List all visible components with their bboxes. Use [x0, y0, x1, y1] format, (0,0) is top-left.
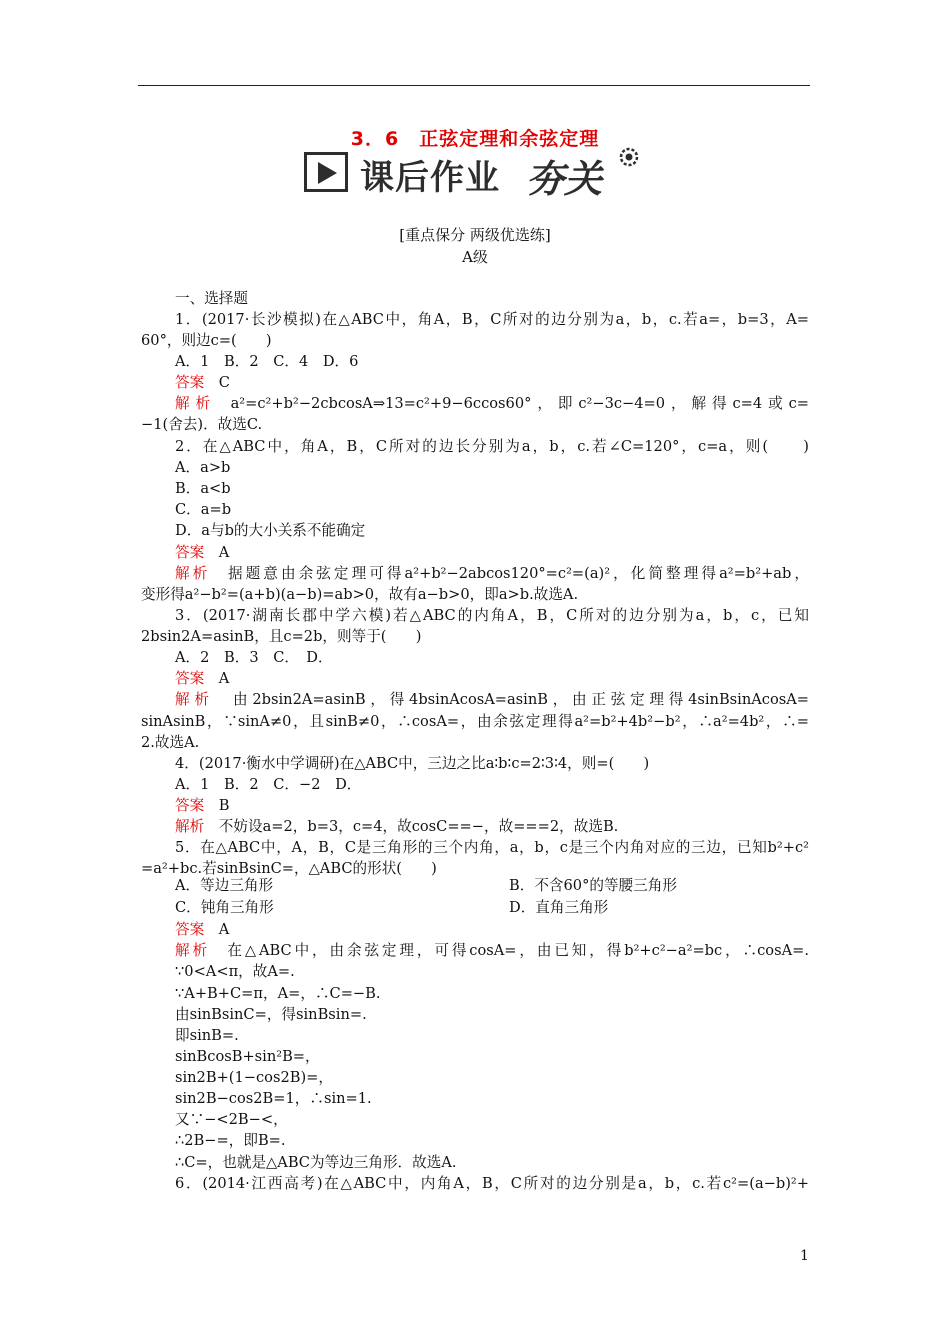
- line-text: 由2bsin2A=asinB，得4bsinAcosA=asinB，由正弦定理得4sinBsinAcosA=: [228, 691, 809, 708]
- header-rule: [138, 85, 810, 86]
- q5-option-d: D．直角三角形: [509, 899, 609, 916]
- line-text: ∵A+B+C=π，A=，∴C=−B.: [175, 985, 381, 1002]
- line-text: −1(舍去)．故选C.: [141, 416, 263, 433]
- line-q5s4: [175, 1005, 367, 1025]
- line-q2D: [175, 521, 365, 541]
- line-q5ans: [175, 920, 229, 940]
- line-q5s10: [175, 1131, 286, 1151]
- line-q3sol3: [141, 733, 199, 753]
- line-text: A．1 B．2 C．4 D．6: [175, 353, 359, 370]
- line-text: sin2B−cos2B=1，∴sin=1.: [175, 1090, 372, 1107]
- line-q1b: [141, 331, 272, 351]
- line-text: 变形得a²−b²=(a+b)(a−b)=ab>0，故有a−b>0，即a>b.故选A.: [141, 586, 579, 603]
- line-text: 又∵−<2B−<，: [175, 1111, 288, 1128]
- line-text: 2bsin2A=asinB，且c=2b，则等于( ): [141, 628, 422, 645]
- line-q5s7: [175, 1068, 333, 1088]
- line-q2C: [175, 500, 231, 520]
- line-q3sol2: [141, 712, 809, 732]
- line-q5s2: [175, 962, 295, 982]
- q5-option-b: B．不含60°的等腰三角形: [509, 877, 677, 894]
- line-label: 解析: [175, 942, 210, 959]
- page-number: 1: [800, 1248, 809, 1264]
- line-q2A: [175, 458, 230, 478]
- line-label: 解析: [175, 691, 214, 708]
- label-gap: [214, 691, 229, 708]
- line-label: 答案: [175, 544, 205, 561]
- label-gap: [204, 544, 219, 561]
- label-gap: [204, 818, 219, 835]
- line-q5s3: [175, 984, 381, 1004]
- homework-banner: [304, 150, 649, 201]
- line-text: 据题意由余弦定理可得a²+b²−2abcos120°=c²=(a)²，化简整理得a²=b²+ab，: [224, 565, 809, 582]
- line-text: C．a=b: [175, 501, 232, 518]
- line-q2ans: [175, 543, 229, 563]
- line-text: C: [218, 374, 230, 391]
- level-label: A级: [462, 248, 488, 266]
- label-gap: [210, 942, 225, 959]
- line-text: 3．(2017·湖南长郡中学六模)若△ABC的内角A，B，C所对的边分别为a，b，c，已知: [175, 607, 809, 624]
- line-text: =a²+bc.若sinBsinC=，△ABC的形状( ): [141, 860, 437, 877]
- line-q5s6: [175, 1047, 320, 1067]
- line-text: A: [218, 544, 230, 561]
- line-q1a: [175, 310, 809, 330]
- line-q1sol2: [141, 415, 262, 435]
- line-q3sol1: [175, 690, 809, 710]
- line-text: sinBcosB+sin²B=，: [175, 1048, 320, 1065]
- line-text: A: [218, 921, 230, 938]
- line-text: A．1 B．2 C．−2 D．: [175, 776, 362, 793]
- line-text: A．2 B．3 C． D．: [175, 649, 333, 666]
- line-q2sol1: [175, 564, 809, 584]
- line-q5a: [175, 838, 809, 858]
- label-gap: [210, 565, 225, 582]
- line-q2B: [175, 479, 231, 499]
- line-q3a: [175, 606, 809, 626]
- line-text: ∵0<A<π，故A=.: [175, 963, 295, 980]
- line-q2sol2: [141, 585, 578, 605]
- label-gap: [204, 670, 219, 687]
- line-q1ans: [175, 373, 230, 393]
- line-text: 4．(2017·衡水中学调研)在△ABC中，三边之比a∶b∶c=2∶3∶4，则=( ): [175, 755, 650, 772]
- line-label: 答案: [175, 374, 205, 391]
- line-text: 2．在△ABC中，角A，B，C所对的边长分别为a，b，c.若∠C=120°，c=a，则( ): [175, 438, 809, 455]
- banner-logo: 夯关: [526, 157, 603, 201]
- label-gap: [204, 374, 219, 391]
- line-text: 在△ABC中，由余弦定理，可得cosA=，由已知，得b²+c²−a²=bc，∴cosA=.: [224, 942, 809, 959]
- line-q5s8: [175, 1089, 372, 1109]
- line-label: 解析: [175, 818, 205, 835]
- line-label: 解析: [175, 395, 217, 412]
- line-q4opt: [175, 775, 361, 795]
- line-q5s11: [175, 1153, 457, 1173]
- line-text: 即sinB=.: [175, 1027, 239, 1044]
- q5-option-c: C．钝角三角形: [175, 899, 274, 916]
- line-q1sol1: [175, 394, 809, 414]
- line-text: A．a>b: [175, 459, 231, 476]
- line-text: ∴2B−=，即B=.: [175, 1132, 286, 1149]
- line-text: 5．在△ABC中，A，B，C是三角形的三个内角，a，b，c是三个内角对应的三边，已知b²+c²: [175, 839, 809, 856]
- line-q6a: [175, 1174, 809, 1194]
- line-text: 由sinBsinC=，得sinBsin=.: [175, 1006, 367, 1023]
- label-gap: [204, 797, 219, 814]
- gear-icon: [618, 146, 640, 168]
- subtitle: [重点保分 两级优选练]: [399, 226, 551, 244]
- line-q4sol1: [175, 817, 618, 837]
- line-text: A: [218, 670, 230, 687]
- line-part: [175, 289, 248, 309]
- line-q3b: [141, 627, 421, 647]
- line-text: sinAsinB，∵sinA≠0，且sinB≠0，∴cosA=，由余弦定理得a²=b²+4b²−b²，∴a²=4b²，∴=: [141, 713, 809, 730]
- line-text: 60°，则边c=( ): [141, 332, 272, 349]
- line-text: 不妨设a=2，b=3，c=4，故cosC==−，故===2，故选B.: [218, 818, 619, 835]
- line-q4ans: [175, 796, 230, 816]
- line-text: 6．(2014·江西高考)在△ABC中，内角A，B，C所对的边分别是a，b，c.若c²=(a−b)²+: [175, 1175, 809, 1192]
- line-text: B: [218, 797, 230, 814]
- line-q5s9: [175, 1110, 288, 1130]
- line-text: 1．(2017·长沙模拟)在△ABC中，角A，B，C所对的边分别为a，b，c.若a=，b=3，A=: [175, 311, 809, 328]
- line-q5s5: [175, 1026, 239, 1046]
- line-label: 答案: [175, 921, 205, 938]
- line-q2a: [175, 437, 809, 457]
- line-text: 一、选择题: [175, 290, 248, 307]
- banner-title: 课后作业: [360, 158, 500, 198]
- line-text: 2.故选A.: [141, 734, 200, 751]
- line-q4a: [175, 754, 649, 774]
- play-icon: [304, 152, 348, 192]
- label-gap: [204, 921, 219, 938]
- line-text: D．a与b的大小关系不能确定: [175, 522, 366, 539]
- section-title: 3．6 正弦定理和余弦定理: [350, 128, 600, 150]
- line-q3ans: [175, 669, 229, 689]
- label-gap: [216, 395, 231, 412]
- line-label: 答案: [175, 670, 205, 687]
- line-text: ∴C=，也就是△ABC为等边三角形．故选A.: [175, 1154, 457, 1171]
- line-q5sol1: [175, 941, 809, 961]
- line-label: 解析: [175, 565, 211, 582]
- q5-option-a: A．等边三角形: [175, 877, 274, 894]
- line-q3opt: [175, 648, 333, 668]
- line-q1opt: [175, 352, 358, 372]
- line-label: 答案: [175, 797, 205, 814]
- line-text: a²=c²+b²−2cbcosA⇒13=c²+9−6ccos60°，即c²−3c−4=0，解得c=4或c=: [230, 395, 809, 412]
- line-text: sin2B+(1−cos2B)=，: [175, 1069, 333, 1086]
- line-text: B．a<b: [175, 480, 231, 497]
